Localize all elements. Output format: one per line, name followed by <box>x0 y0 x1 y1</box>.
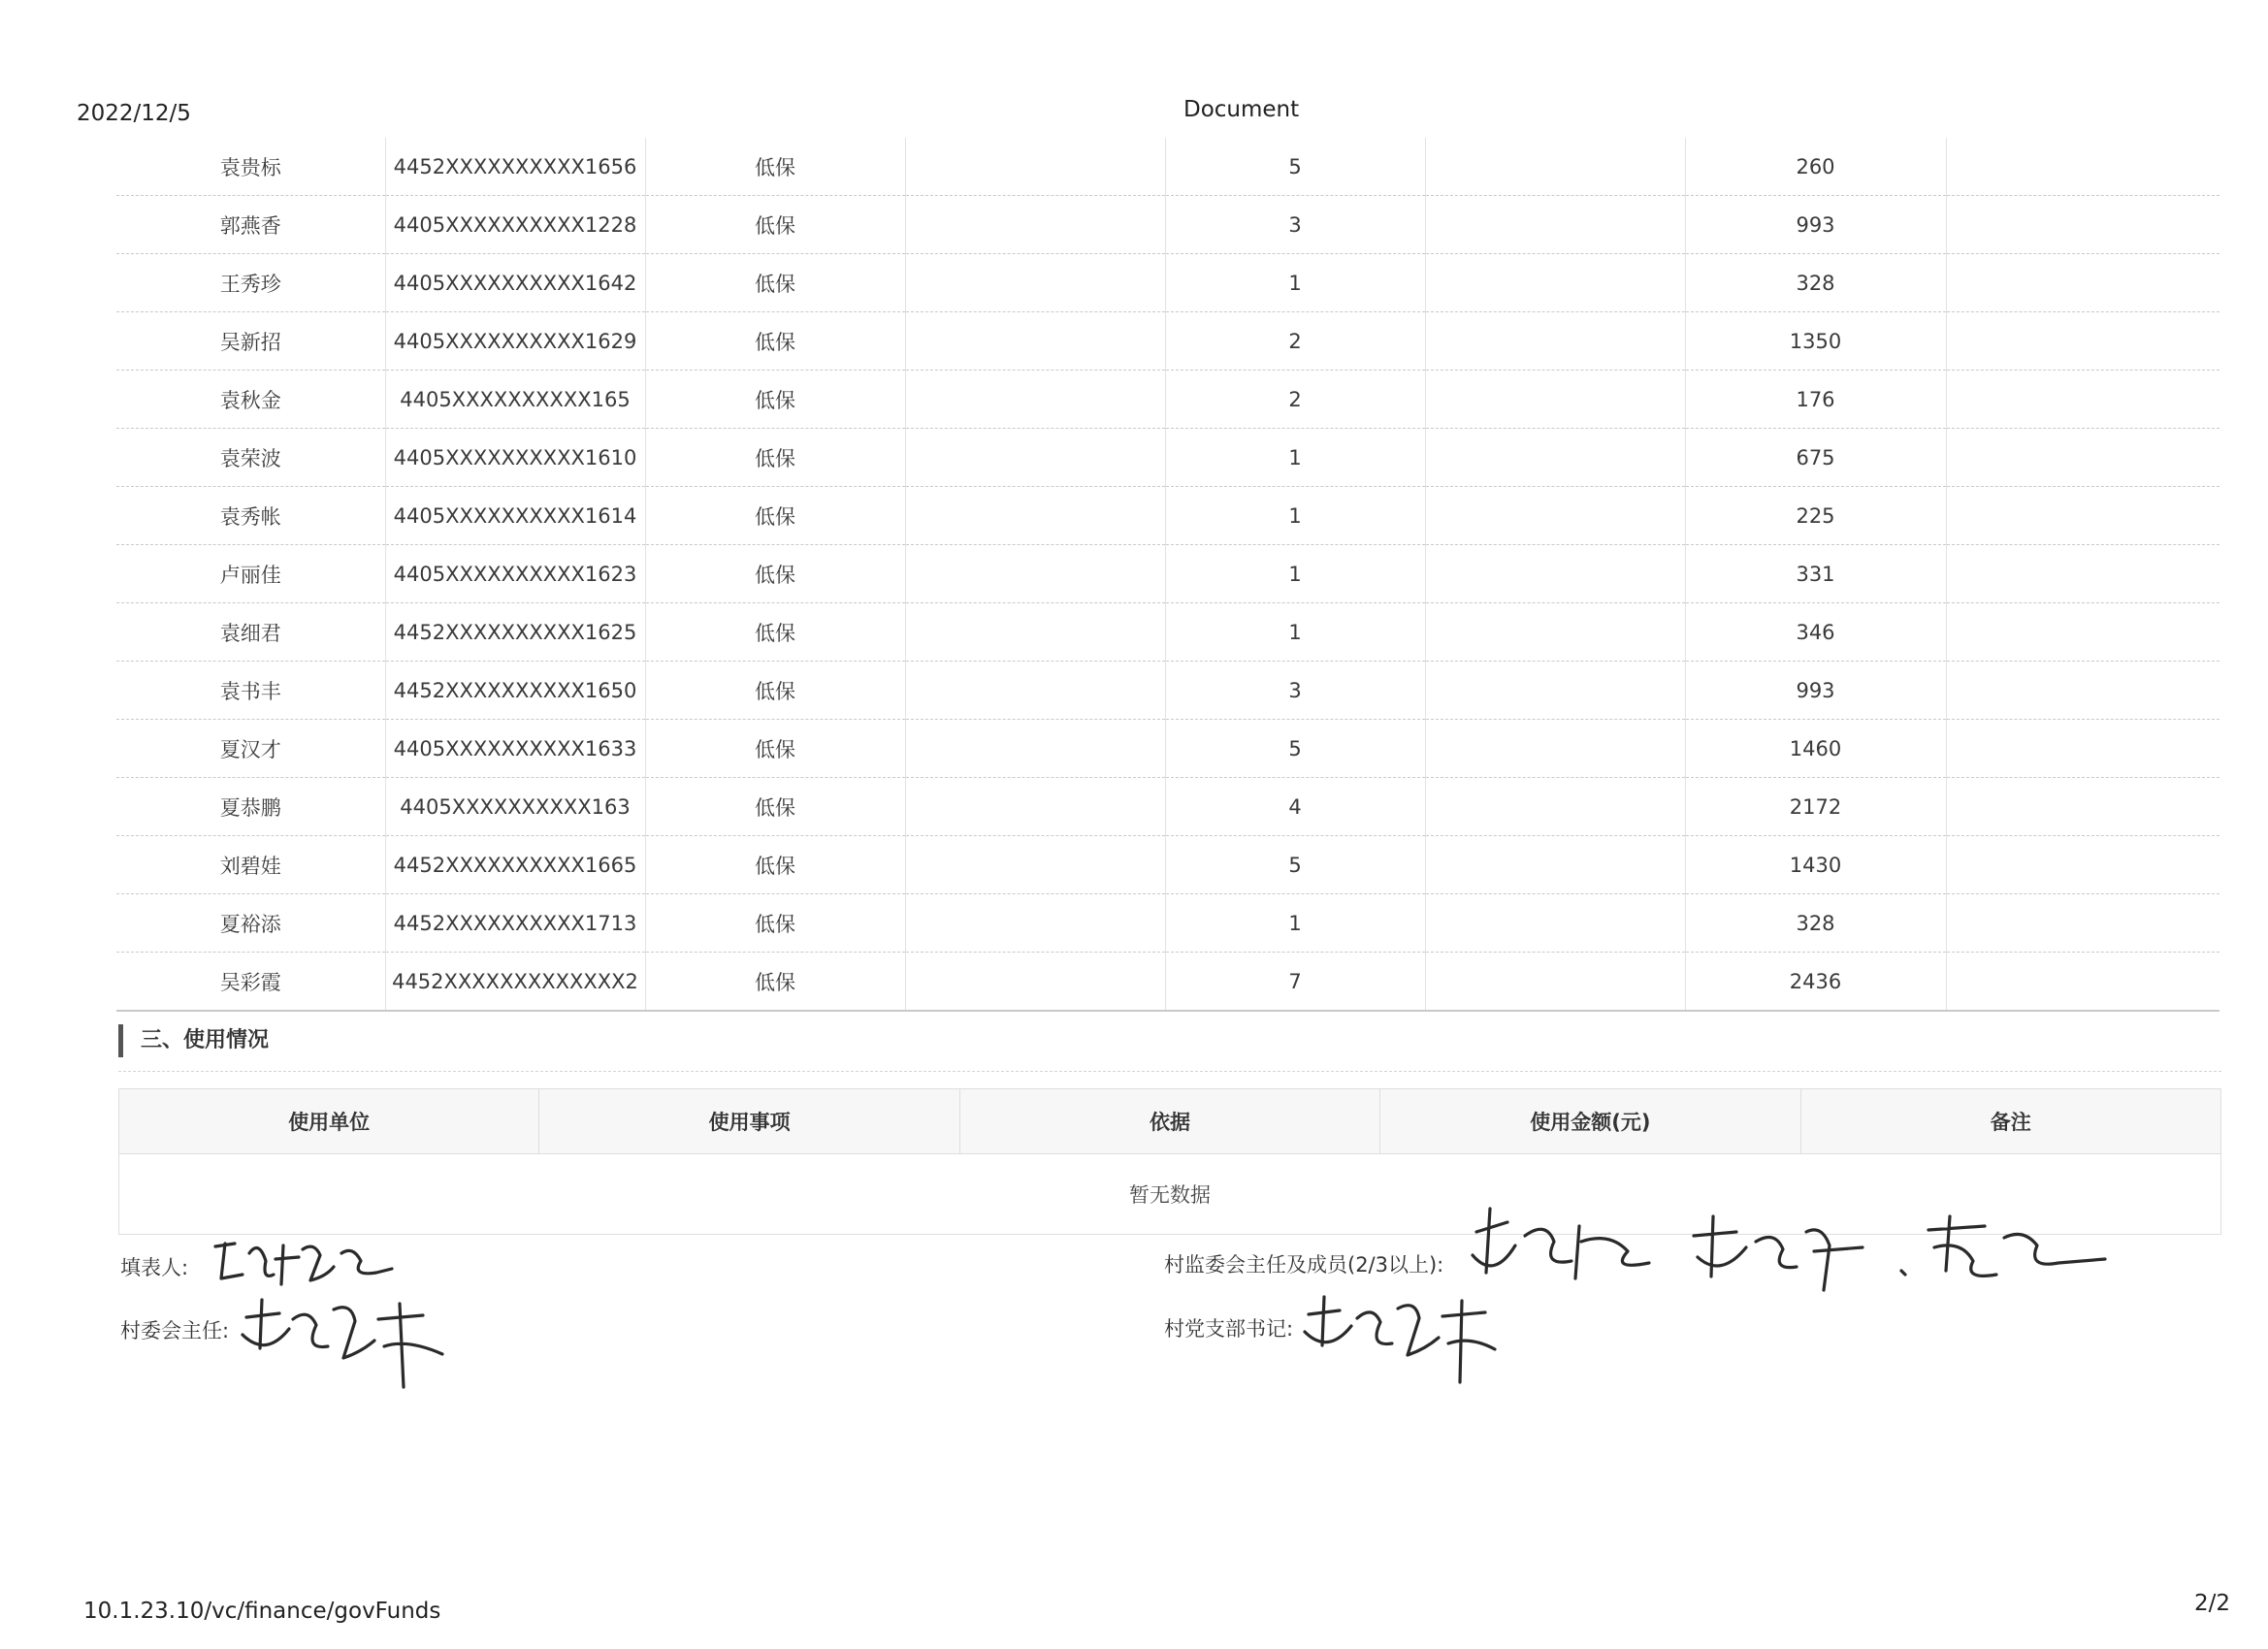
cell-amount: 2436 <box>1685 953 1946 1012</box>
secretary-label: 村党支部书记: <box>1164 1317 1294 1341</box>
cell-blank <box>905 603 1165 662</box>
cell-blank <box>905 429 1165 487</box>
table-row <box>116 545 2219 603</box>
cell-id-number: 4405XXXXXXXXXX1610 <box>385 429 645 487</box>
cell-blank <box>1946 254 2219 312</box>
cell-blank <box>1946 371 2219 429</box>
cell-id-number: 4405XXXXXXXXXX1623 <box>385 545 645 603</box>
col-header-remarks: 备注 <box>1800 1089 2220 1154</box>
cell-name: 袁贵标 <box>116 138 385 196</box>
cell-id-number: 4452XXXXXXXXXXXXX2 <box>385 953 645 1012</box>
cell-id-number: 4405XXXXXXXXXX1642 <box>385 254 645 312</box>
cell-aid-type: 低保 <box>645 545 905 603</box>
table-row <box>116 953 2219 1012</box>
table-row <box>116 254 2219 312</box>
cell-name: 袁秀帐 <box>116 487 385 545</box>
table-row <box>116 312 2219 371</box>
cell-name: 袁细君 <box>116 603 385 662</box>
cell-blank <box>1425 778 1685 836</box>
cell-blank <box>1946 196 2219 254</box>
table-row <box>116 429 2219 487</box>
cell-blank <box>1946 953 2219 1012</box>
cell-name: 袁书丰 <box>116 662 385 720</box>
cell-household-count: 1 <box>1165 603 1425 662</box>
table-row <box>116 138 2219 196</box>
director-label: 村委会主任: <box>120 1319 230 1342</box>
cell-blank <box>1946 836 2219 894</box>
cell-id-number: 4452XXXXXXXXXX1625 <box>385 603 645 662</box>
section-title: 三、使用情况 <box>118 1024 269 1057</box>
cell-aid-type: 低保 <box>645 778 905 836</box>
cell-id-number: 4452XXXXXXXXXX1713 <box>385 894 645 953</box>
cell-household-count: 5 <box>1165 720 1425 778</box>
cell-amount: 993 <box>1685 196 1946 254</box>
cell-blank <box>905 138 1165 196</box>
cell-aid-type: 低保 <box>645 196 905 254</box>
cell-aid-type: 低保 <box>645 429 905 487</box>
cell-amount: 993 <box>1685 662 1946 720</box>
supervisors-label: 村监委会主任及成员(2/3以上): <box>1164 1253 1444 1277</box>
cell-aid-type: 低保 <box>645 662 905 720</box>
cell-aid-type: 低保 <box>645 312 905 371</box>
cell-blank <box>905 487 1165 545</box>
col-header-basis: 依据 <box>959 1089 1379 1154</box>
cell-household-count: 2 <box>1165 312 1425 371</box>
cell-blank <box>1946 429 2219 487</box>
cell-name: 吴彩霞 <box>116 953 385 1012</box>
col-header-item: 使用事项 <box>539 1089 959 1154</box>
cell-household-count: 5 <box>1165 138 1425 196</box>
cell-amount: 1350 <box>1685 312 1946 371</box>
cell-blank <box>1425 894 1685 953</box>
cell-blank <box>905 953 1165 1012</box>
cell-aid-type: 低保 <box>645 138 905 196</box>
section-divider <box>118 1071 2221 1072</box>
cell-id-number: 4452XXXXXXXXXX1656 <box>385 138 645 196</box>
cell-blank <box>905 312 1165 371</box>
cell-name: 夏裕添 <box>116 894 385 953</box>
cell-blank <box>1425 545 1685 603</box>
table-row <box>116 720 2219 778</box>
cell-id-number: 4405XXXXXXXXXX1614 <box>385 487 645 545</box>
cell-blank <box>1946 487 2219 545</box>
cell-blank <box>905 778 1165 836</box>
cell-id-number: 4405XXXXXXXXXX1633 <box>385 720 645 778</box>
cell-household-count: 1 <box>1165 487 1425 545</box>
cell-amount: 225 <box>1685 487 1946 545</box>
cell-blank <box>905 545 1165 603</box>
cell-name: 袁秋金 <box>116 371 385 429</box>
cell-blank <box>905 662 1165 720</box>
cell-blank <box>1425 603 1685 662</box>
cell-blank <box>905 836 1165 894</box>
cell-blank <box>1425 662 1685 720</box>
cell-aid-type: 低保 <box>645 894 905 953</box>
cell-blank <box>1946 603 2219 662</box>
cell-blank <box>1425 196 1685 254</box>
cell-blank <box>1946 312 2219 371</box>
cell-amount: 1430 <box>1685 836 1946 894</box>
table-row <box>116 371 2219 429</box>
cell-household-count: 1 <box>1165 894 1425 953</box>
cell-blank <box>1425 371 1685 429</box>
cell-household-count: 7 <box>1165 953 1425 1012</box>
empty-message: 暂无数据 <box>119 1154 2221 1235</box>
cell-id-number: 4452XXXXXXXXXX1665 <box>385 836 645 894</box>
cell-household-count: 5 <box>1165 836 1425 894</box>
recipient-rows <box>116 138 2219 1011</box>
cell-blank <box>1946 894 2219 953</box>
cell-amount: 2172 <box>1685 778 1946 836</box>
cell-amount: 328 <box>1685 254 1946 312</box>
cell-household-count: 2 <box>1165 371 1425 429</box>
cell-amount: 346 <box>1685 603 1946 662</box>
cell-amount: 176 <box>1685 371 1946 429</box>
cell-name: 夏恭鹏 <box>116 778 385 836</box>
cell-amount: 675 <box>1685 429 1946 487</box>
cell-amount: 328 <box>1685 894 1946 953</box>
cell-name: 袁荣波 <box>116 429 385 487</box>
table-row <box>116 196 2219 254</box>
cell-id-number: 4452XXXXXXXXXX1650 <box>385 662 645 720</box>
cell-blank <box>1425 953 1685 1012</box>
cell-id-number: 4405XXXXXXXXXX1629 <box>385 312 645 371</box>
cell-blank <box>1946 778 2219 836</box>
cell-household-count: 1 <box>1165 429 1425 487</box>
cell-blank <box>905 894 1165 953</box>
usage-header-row <box>119 1089 2221 1154</box>
cell-blank <box>1425 836 1685 894</box>
cell-blank <box>1946 720 2219 778</box>
cell-aid-type: 低保 <box>645 371 905 429</box>
cell-blank <box>1946 545 2219 603</box>
cell-blank <box>1425 720 1685 778</box>
cell-name: 刘碧娃 <box>116 836 385 894</box>
cell-aid-type: 低保 <box>645 603 905 662</box>
cell-blank <box>905 371 1165 429</box>
page-number: 2/2 <box>2194 1591 2231 1616</box>
cell-household-count: 3 <box>1165 662 1425 720</box>
cell-blank <box>905 720 1165 778</box>
col-header-unit: 使用单位 <box>119 1089 539 1154</box>
cell-name: 郭燕香 <box>116 196 385 254</box>
cell-aid-type: 低保 <box>645 487 905 545</box>
cell-household-count: 3 <box>1165 196 1425 254</box>
cell-id-number: 4405XXXXXXXXXX1228 <box>385 196 645 254</box>
table-row <box>116 836 2219 894</box>
document-title: Document <box>1183 97 1300 122</box>
cell-amount: 331 <box>1685 545 1946 603</box>
cell-household-count: 1 <box>1165 254 1425 312</box>
cell-name: 夏汉才 <box>116 720 385 778</box>
cell-blank <box>1425 138 1685 196</box>
cell-name: 吴新招 <box>116 312 385 371</box>
table-row <box>116 487 2219 545</box>
table-row <box>116 603 2219 662</box>
cell-aid-type: 低保 <box>645 953 905 1012</box>
col-header-amount: 使用金额(元) <box>1380 1089 1800 1154</box>
cell-blank <box>1425 312 1685 371</box>
table-row <box>116 778 2219 836</box>
cell-aid-type: 低保 <box>645 836 905 894</box>
cell-id-number: 4405XXXXXXXXXX163 <box>385 778 645 836</box>
cell-name: 王秀珍 <box>116 254 385 312</box>
cell-name: 卢丽佳 <box>116 545 385 603</box>
recipient-table <box>116 138 2219 1012</box>
cell-id-number: 4405XXXXXXXXXX165 <box>385 371 645 429</box>
filler-label: 填表人: <box>120 1256 189 1279</box>
cell-blank <box>905 254 1165 312</box>
cell-blank <box>1425 254 1685 312</box>
cell-blank <box>1946 662 2219 720</box>
print-date: 2022/12/5 <box>77 101 191 126</box>
footer-url: 10.1.23.10/vc/finance/govFunds <box>83 1599 441 1624</box>
cell-amount: 1460 <box>1685 720 1946 778</box>
cell-blank <box>905 196 1165 254</box>
cell-aid-type: 低保 <box>645 720 905 778</box>
cell-aid-type: 低保 <box>645 254 905 312</box>
cell-blank <box>1425 429 1685 487</box>
cell-blank <box>1946 138 2219 196</box>
cell-household-count: 4 <box>1165 778 1425 836</box>
cell-blank <box>1425 487 1685 545</box>
table-row <box>116 894 2219 953</box>
table-row <box>116 662 2219 720</box>
cell-household-count: 1 <box>1165 545 1425 603</box>
cell-amount: 260 <box>1685 138 1946 196</box>
